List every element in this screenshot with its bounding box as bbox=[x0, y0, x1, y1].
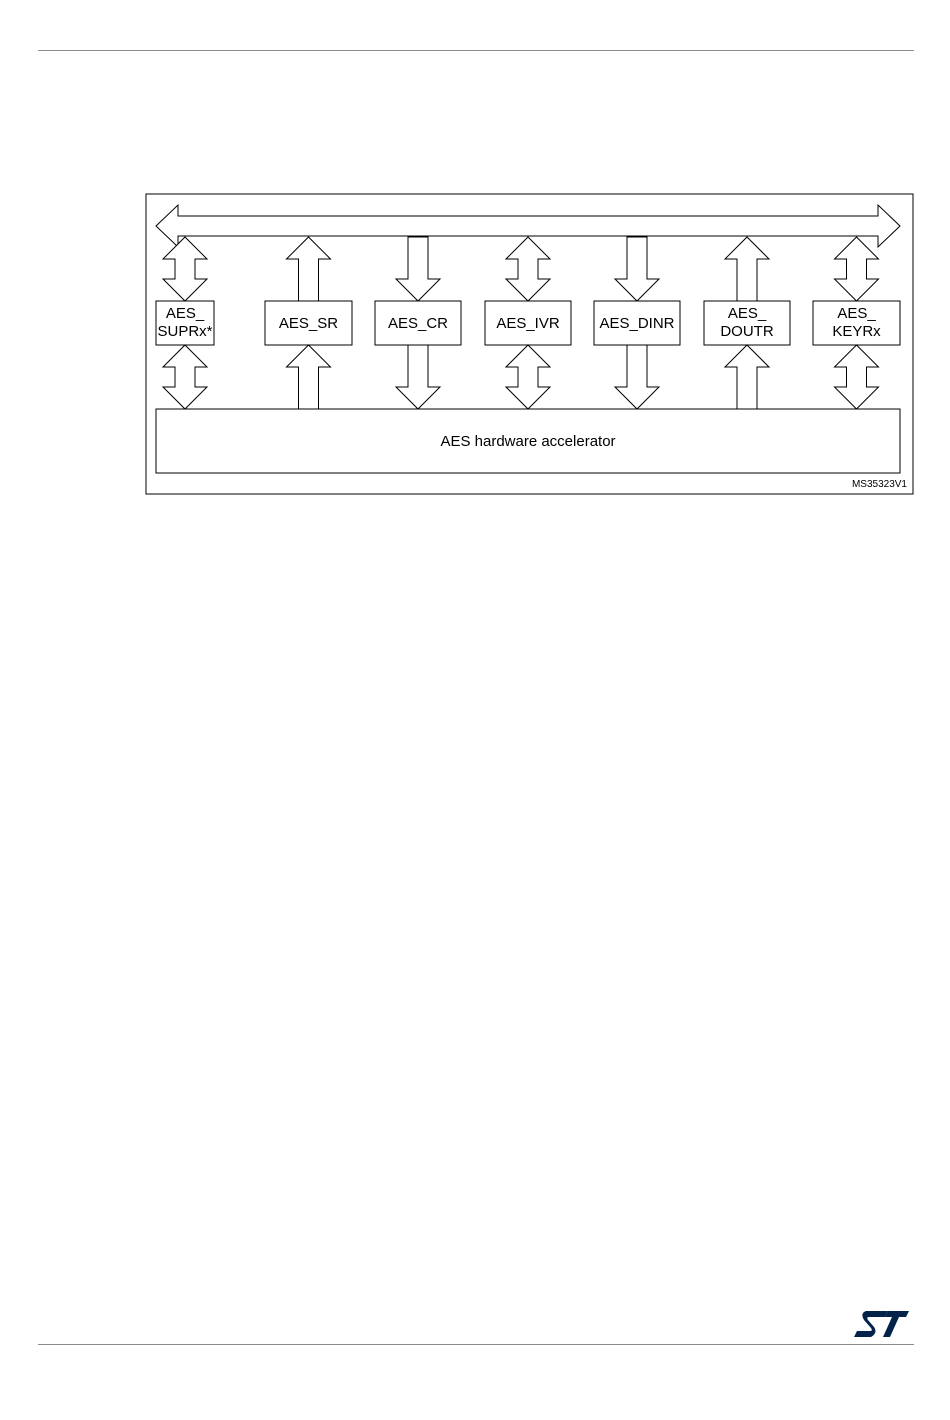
register-label: AES_CR bbox=[387, 315, 449, 332]
aes-hardware-accelerator-label: AES hardware accelerator bbox=[440, 433, 616, 450]
register-label: AES_ bbox=[165, 305, 205, 322]
register-label: AES_ bbox=[727, 305, 767, 322]
register-label: AES_ bbox=[837, 305, 876, 322]
footer-rule bbox=[38, 1344, 914, 1345]
register-label: AES_DINR bbox=[599, 315, 675, 332]
register-label: SUPRx* bbox=[157, 323, 213, 340]
st-logo bbox=[852, 1309, 910, 1339]
figure-reference-id: MS35323V1 bbox=[851, 479, 907, 490]
register-label: AES_IVR bbox=[496, 315, 560, 332]
register-label: AES_SR bbox=[278, 315, 339, 332]
aes-block-diagram bbox=[0, 0, 950, 520]
register-label: DOUTR bbox=[720, 323, 774, 340]
register-boxes bbox=[156, 301, 900, 345]
register-label: KEYRx bbox=[832, 323, 881, 340]
